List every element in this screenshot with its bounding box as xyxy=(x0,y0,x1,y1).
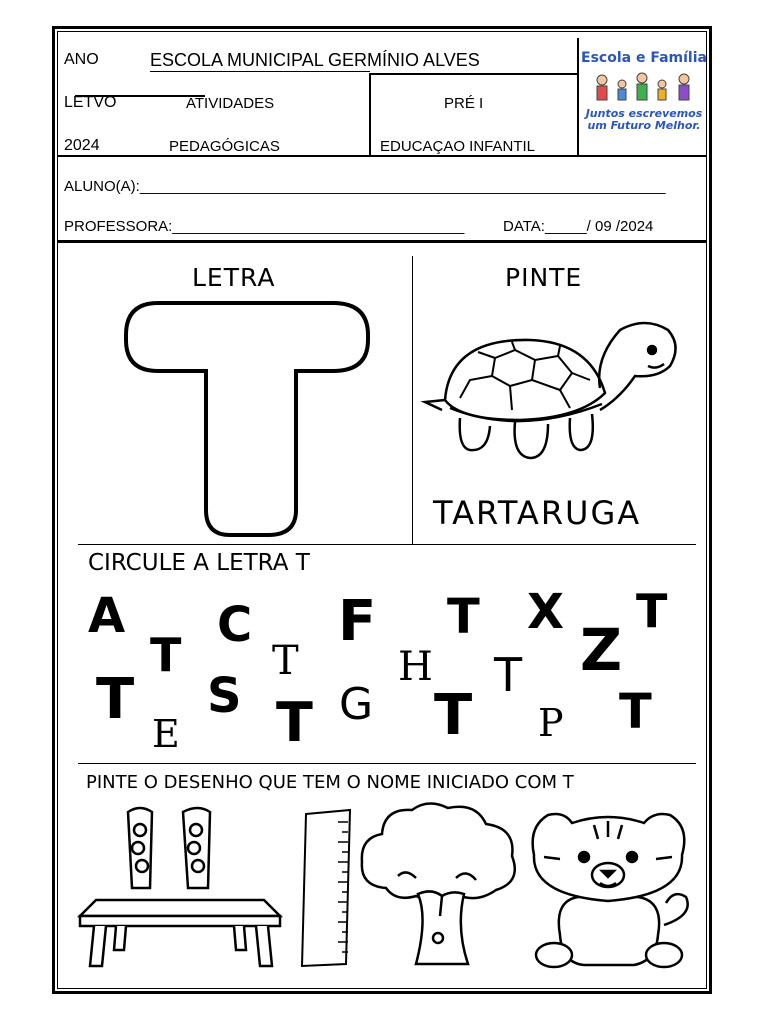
logo-subtitle-line: um Futuro Melhor. xyxy=(587,119,701,132)
letter-z[interactable]: Z xyxy=(580,616,623,684)
header-level: EDUCAÇAO INFANTIL xyxy=(380,138,536,155)
letter-t[interactable]: T xyxy=(494,648,523,702)
letter-s[interactable]: S xyxy=(207,668,242,724)
letter-section-title: LETRA xyxy=(192,263,276,292)
letter-e[interactable]: E xyxy=(152,712,180,756)
letter-p[interactable]: P xyxy=(538,701,564,745)
paint-section-title: PINTE xyxy=(505,263,583,292)
header-divider xyxy=(577,38,579,156)
letter-t[interactable]: T xyxy=(96,667,135,732)
header-underline xyxy=(150,71,370,72)
header-divider xyxy=(369,74,371,156)
letter-a[interactable]: A xyxy=(88,588,126,644)
header-activities-2: PEDAGÓGICAS xyxy=(169,138,280,155)
letter-t[interactable]: T xyxy=(276,691,313,754)
letter-t[interactable]: T xyxy=(434,683,473,748)
section-divider xyxy=(78,544,696,545)
tiger-icon[interactable] xyxy=(524,805,694,970)
letter-h[interactable]: H xyxy=(398,644,433,690)
header-divider xyxy=(57,240,707,243)
header-activities: ATIVIDADES xyxy=(186,95,275,112)
logo-subtitle-line: Juntos escrevemos xyxy=(585,107,703,120)
school-family-logo xyxy=(580,42,708,152)
header-ano-label: ANO xyxy=(64,51,99,68)
letter-t-outline xyxy=(118,295,378,540)
section-divider xyxy=(412,256,413,544)
school-name: ESCOLA MUNICIPAL GERMÍNIO ALVES xyxy=(150,50,480,70)
letter-c[interactable]: C xyxy=(217,597,253,653)
date-field[interactable]: DATA:_____/ 09 /2024 xyxy=(503,218,654,235)
letter-t[interactable]: T xyxy=(150,628,182,682)
letter-t[interactable]: T xyxy=(447,589,480,645)
student-name-field[interactable]: ALUNO(A):_______________________________________________________________ xyxy=(64,178,666,195)
header-divider xyxy=(57,155,707,157)
turtle-icon[interactable] xyxy=(420,318,680,468)
section-divider xyxy=(78,763,696,764)
paint-t-instruction: PINTE O DESENHO QUE TEM O NOME INICIADO COM T xyxy=(86,772,574,793)
letter-t[interactable]: T xyxy=(636,584,668,638)
circle-instruction: CIRCULE A LETRA T xyxy=(88,550,310,576)
header-letivo-label: LETVO xyxy=(64,94,117,111)
paint-word: TARTARUGA xyxy=(433,494,642,532)
header-divider xyxy=(369,73,579,75)
header-grade: PRÉ I xyxy=(444,95,484,112)
letter-t[interactable]: T xyxy=(272,638,299,684)
table-icon[interactable] xyxy=(78,800,288,970)
logo-title: Escola e Família xyxy=(581,50,707,66)
logo-subtitle xyxy=(580,108,708,132)
ruler-icon[interactable] xyxy=(298,808,358,968)
family-icon xyxy=(580,70,708,110)
letter-t[interactable]: T xyxy=(619,684,652,740)
header-year: 2024 xyxy=(64,137,100,154)
letter-g[interactable]: G xyxy=(339,679,374,730)
letter-f[interactable]: F xyxy=(338,589,377,654)
letter-x[interactable]: X xyxy=(527,584,565,640)
teacher-name-field[interactable]: PROFESSORA:___________________________________ xyxy=(64,218,465,235)
tree-icon[interactable] xyxy=(356,798,526,968)
